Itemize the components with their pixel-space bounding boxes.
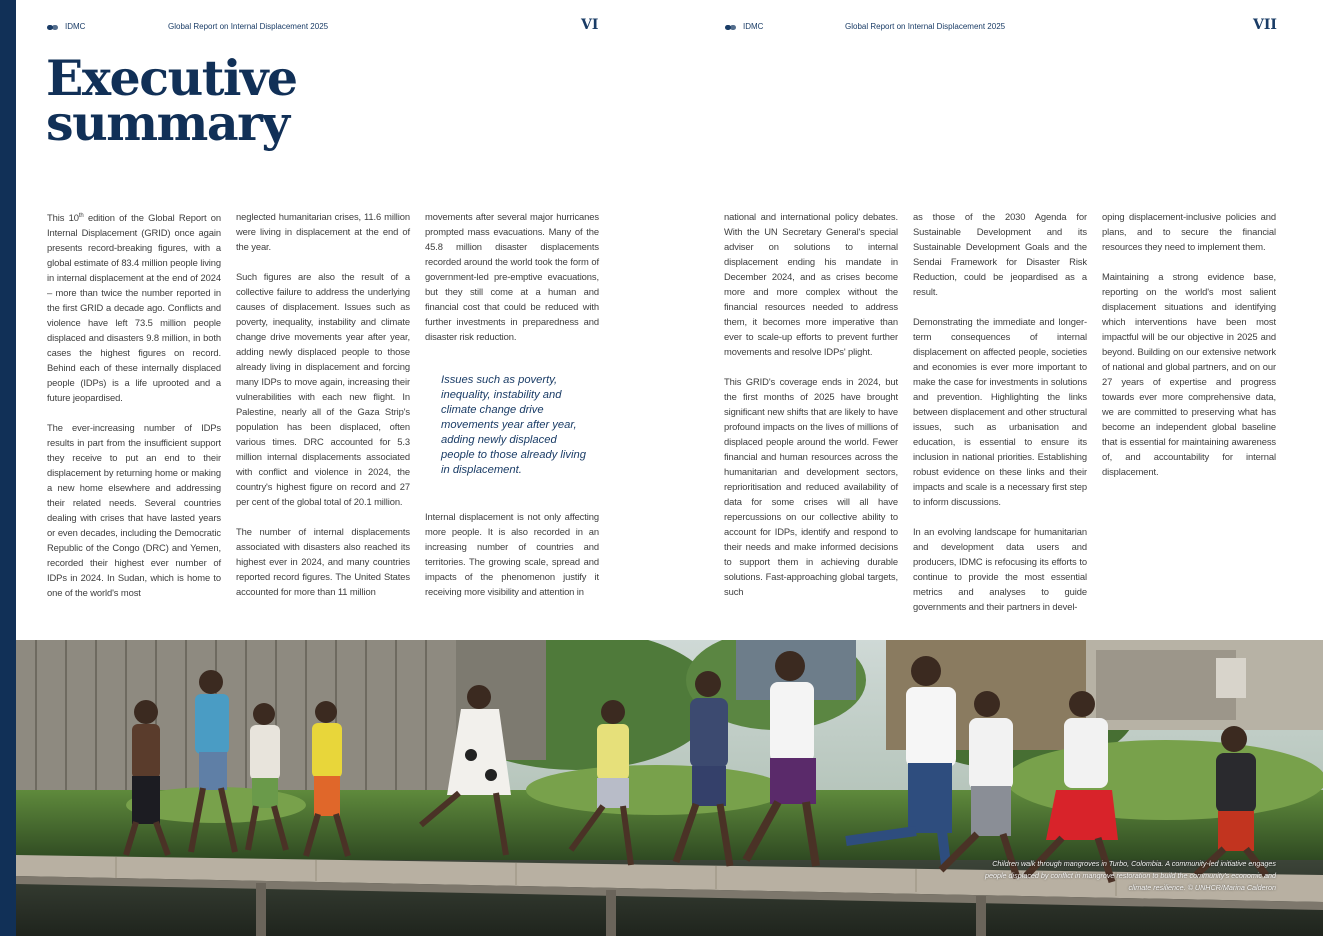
superscript: th (78, 213, 84, 219)
paragraph: neglected humanitarian crises, 11.6 million were living in displacement at the end of the year. (236, 211, 410, 252)
left-edge-bar (0, 0, 16, 936)
pull-quote: Issues such as poverty, inequality, instability and climate change drive movements year after year, adding newly displaced people to those already living in displacement. (441, 374, 586, 476)
text-column-4 (724, 209, 898, 614)
header-org: IDMC (743, 22, 764, 31)
text-column-1 (47, 209, 221, 615)
paragraph: The number of internal displacements associated with disasters also reached its highest ever in 2024, and many countries reported record figures. The United States accounted for more than 11 million (236, 526, 410, 597)
paragraph-text: edition of the Global Report on Internal Displacement (GRID) once again presents record-breaking figures, with a global estimate of 83.4 million people living in internal displacement at the end of 2024 – more than twice the number reported in the first GRID a decade ago. Conflicts and violence have left 73.5 million people displaced and disasters 9.8 million, in both cases the highest figures on record. Behind each of these internally displaced people (IDPs) is a life uprooted and a future jeopardised. (47, 212, 221, 404)
page-number: VI (581, 17, 599, 33)
idmc-logo-icon (47, 25, 60, 31)
paragraph: Such figures are also the result of a collective failure to address the underlying causes of displacement. Issues such as poverty, inequality, instability and climate change drive movements year after year, adding newly displaced people to those already living in displacement and forcing many IDPs to move again, increasing their vulnerabilities with each new flight. In Palestine, nearly all of the Gaza Strip's population has been displaced, often various times. DRC accounted for 5.3 million internal displacements associated with conflict and violence in 2024, the country's highest figure on record and 27 per cent of the global total of 20.1 million. (236, 271, 410, 507)
page-number: VII (1253, 17, 1277, 33)
idmc-logo-icon (725, 25, 738, 31)
paragraph-text: This 10 (47, 212, 79, 224)
paragraph: movements after several major hurricanes prompted mass evacuations. Many of the 45.8 million disaster displacements recorded around the world took the form of government-led pre-emptive evacuations, but they still come at a human and financial cost that could be reduced with further investments in preparedness and disaster risk reduction. (425, 211, 599, 342)
paragraph: as those of the 2030 Agenda for Sustainable Development and its Sustainable Development Goals and the Sendai Framework for Disaster Risk Reduction, could be jeopardised as a result. (913, 211, 1087, 297)
text-column-5 (913, 209, 1087, 629)
title-line-2: summary (46, 94, 289, 152)
paragraph: Internal displacement is not only affecting more people. It is also recorded in an increasing number of countries and territories. The growing scale, spread and impacts of the phenomenon justify it receiving more visibility and attention in (425, 511, 599, 597)
header-org: IDMC (65, 22, 86, 31)
paragraph: The ever-increasing number of IDPs results in part from the insufficient support they receive to put an end to their displacement by returning home or making a new home elsewhere and addressing their related needs. Several countries dealing with crises that have lasted years or even decades, including the Democratic Republic of the Congo (DRC) and Yemen, recorded their highest ever number of IDPs in 2024. In Sudan, which is home to one of the world's most (47, 422, 221, 599)
paragraph: Maintaining a strong evidence base, reporting on the world's most salient displacement situations and identifying which interventions have been most impactful will be our objective in 2025 and beyond. Building on our extensive network of national and global partners, and on our 27 years of expertise and progress towards ever more comprehensive data, we are committed to preserving what has become an independent global baseline that is essential for maintaining awareness of, and accountability for internal displacement. (1102, 271, 1276, 477)
text-column-6 (1102, 209, 1276, 494)
page-title (46, 49, 297, 152)
paragraph: In an evolving landscape for humanitarian and development data users and producers, IDMC is refocusing its efforts to continue to provide the most essential metrics and analyses to guide governments and their partners in devel- (913, 526, 1087, 612)
paragraph: national and international policy debates. With the UN Secretary General's special adviser on solutions to internal displacement ending his mandate in December 2024, and as crises become more and more complex without the financial resources needed to address them, it becomes more imperative than ever to scale-up efforts to prevent further movements and resolve IDPs' plight. (724, 211, 898, 357)
title-line-1: Executive (46, 49, 297, 107)
paragraph: Demonstrating the immediate and longer-term consequences of internal displacement on affected people, societies and economies is ever more important to make the case for investments in solutions and prevention. Highlighting the links between displacement and other structural issues, such as urbanisation and education, is essential to ensure its inclusion in national priorities. Establishing robust evidence on these links and their impacts and scale is a necessary first step to inform discussions. (913, 316, 1087, 507)
header-report-title: Global Report on Internal Displacement 2025 (845, 22, 1006, 31)
paragraph: This GRID's coverage ends in 2024, but the first months of 2025 have brought significant new shifts that are likely to have profound impacts on the lives of millions of displaced people around the world. Fewer financial and human resources across the humanitarian and development sectors, reprioritisation and reduced availability of data for some crises will all have repercussions on our collective ability to account for IDPs, identify and respond to their needs and make informed decisions to support them in achieving durable solutions. Fast-approaching global targets, such (724, 376, 898, 597)
paragraph: oping displacement-inclusive policies and plans, and to secure the financial resources they need to implement them. (1102, 211, 1276, 252)
photo-caption: Children walk through mangroves in Turbo, Colombia. A community-led initiative engages people displaced by conflict in mangrove restoration to build the community's economic and climate resilience. © UNHCR/Marina Calderon (984, 859, 1276, 892)
header-report-title: Global Report on Internal Displacement 2025 (168, 22, 329, 31)
text-column-2 (236, 209, 410, 614)
paragraph (47, 209, 221, 405)
